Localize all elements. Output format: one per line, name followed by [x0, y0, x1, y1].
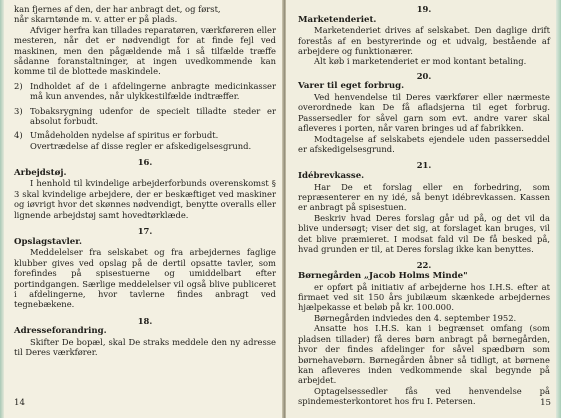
section-22-text-4: Optagelsessedler fås ved henvendelse på spindemesterkontoret hos fru I. Petersen. [298, 385, 550, 407]
section-19-text-2: Alt køb i marketenderiet er mod kontant betaling. [314, 56, 527, 67]
section-16-text: I henhold til kvindelige arbejderforbunds overenskomst § 3 skal kvindelige arbejdere, der er beskæftiget ved maskiner og iøvrigt hvor det skønnes nødvendigt, benytte overalls eller lignende arbejdstøj samt hovedtørklæde. [14, 178, 276, 220]
section-21-text-2: Beskriv hvad Deres forslag går ud på, og det vil da blive undersøgt; viser det sig, at forslaget kan bruges, vil det blive præmieret. I modsat fald vil De få besked på, hvad grunden er til, at Deres forslag ikke kan benyttes. [298, 212, 550, 255]
page-edge-left [0, 0, 4, 418]
section-21-number: 21. [416, 160, 432, 171]
section-20-number: 20. [416, 70, 432, 81]
rule-item-2-label: 2) [14, 80, 23, 91]
right-page-column [298, 4, 550, 407]
section-21-heading: Idébrevkasse. [298, 171, 365, 182]
section-22-number: 22. [416, 260, 432, 271]
section-22-heading: Børnegården „Jacob Holms Minde" [298, 271, 468, 282]
intro-paragraph-2: Afviger herfra kan tillades reparatøren, værkføreren eller mesteren, når det er nødvendigt for at finde fejl ved maskinen, men den pågældende må i så tilfælde træffe sådanne foranstaltninger, at ingen uvedkommende kan komme til de blottede maskindele. [14, 24, 276, 77]
section-22-text-3: Ansatte hos I.H.S. kan i begrænset omfang (som pladsen tillader) få deres børn anbragt på børnegården, hvor der findes afdelinger for såvel spædbørn som børnehavebørn. Børnegården åbner så tidligt, at børnene kan afleveres inden vedkommende skal begynde på arbejdet. [298, 323, 550, 386]
section-21-text: Har De et forslag eller en forbedring, som repræsenterer en ny idé, så benyt idébrevkassen. Kassen er anbragt på spisestuen. [298, 181, 550, 213]
section-18-number: 18. [137, 315, 153, 326]
section-19-text: Marketenderiet drives af selskabet. Den daglige drift forestås af en bestyrerinde og et udvalg, bestående af arbejdere og funktionærer. [298, 25, 550, 56]
page-edge-right [556, 0, 561, 418]
section-20-heading: Varer til eget forbrug. [298, 81, 405, 92]
intro-line-1: kan fjernes af den, der har anbragt det, og først, [14, 4, 221, 14]
section-19-heading: Marketenderiet. [298, 14, 377, 25]
section-16-heading: Arbejdstøj. [14, 167, 67, 178]
rule-item-3-label: 3) [14, 105, 23, 116]
rule-item-4 [14, 130, 276, 140]
rule-penalty: Overtrædelse af disse regler er afskedigelsesgrund. [30, 140, 252, 151]
section-18-heading: Adresseforandring. [14, 326, 107, 337]
section-18-text: Skifter De bopæl, skal De straks meddele den ny adresse til Deres værkfører. [14, 336, 276, 358]
intro-line-2: når skarntønde m. v. atter er på plads. [14, 14, 178, 25]
section-22-text: er opført på initiativ af arbejderne hos I.H.S. efter at firmaet ved sit 150 års jubilæum skænkede arbejdernes hjælpekasse et beløb på kr. 100.000. [298, 281, 550, 313]
left-page-column [14, 4, 276, 358]
section-22-text-2: Børnegården indviedes den 4. september 1952. [314, 312, 517, 323]
rule-item-2 [14, 81, 276, 102]
rule-item-4-text: Umådeholden nydelse af spiritus er forbudt. [30, 130, 219, 141]
section-20-text: Ved henvendelse til Deres værkfører eller nærmeste overordnede kan De få afladsjerna til eget forbrug. Passersedler for såvel garn som evt. andre varer skal afleveres i porten, når varen bringes ud af fabrikken. [298, 92, 550, 134]
rule-item-4-label: 4) [14, 130, 23, 141]
section-17-heading: Opslagstavler. [14, 236, 83, 247]
page-number-right: 15 [540, 398, 551, 408]
section-17-number: 17. [137, 226, 153, 237]
rule-item-2-text: Indholdet af de i afdelingerne anbragte medicinkasser må kun anvendes, når ulykkestilfælde indtræffer. [30, 80, 276, 102]
section-17-text: Meddelelser fra selskabet og fra arbejdernes faglige klubber gives ved opslag på de dertil opsatte tavler, som forefindes på spisestuerne og umiddelbart efter portindgangen. Særlige meddelelser vil også blive publiceret i afdelingerne, hvor tavlerne findes anbragt ved tegnebækene. [14, 247, 276, 310]
right-page [286, 0, 561, 418]
section-16-number: 16. [137, 157, 153, 168]
page-number-left: 14 [14, 398, 25, 408]
section-20-text-2: Modtagelse af selskabets ejendele uden passerseddel er afskedigelsesgrund. [298, 133, 550, 155]
rule-item-3 [14, 106, 276, 127]
section-19-number: 19. [416, 4, 432, 14]
rule-item-3-text: Tobaksrygning udenfor de specielt tilladte steder er absolut forbudt. [30, 105, 276, 127]
